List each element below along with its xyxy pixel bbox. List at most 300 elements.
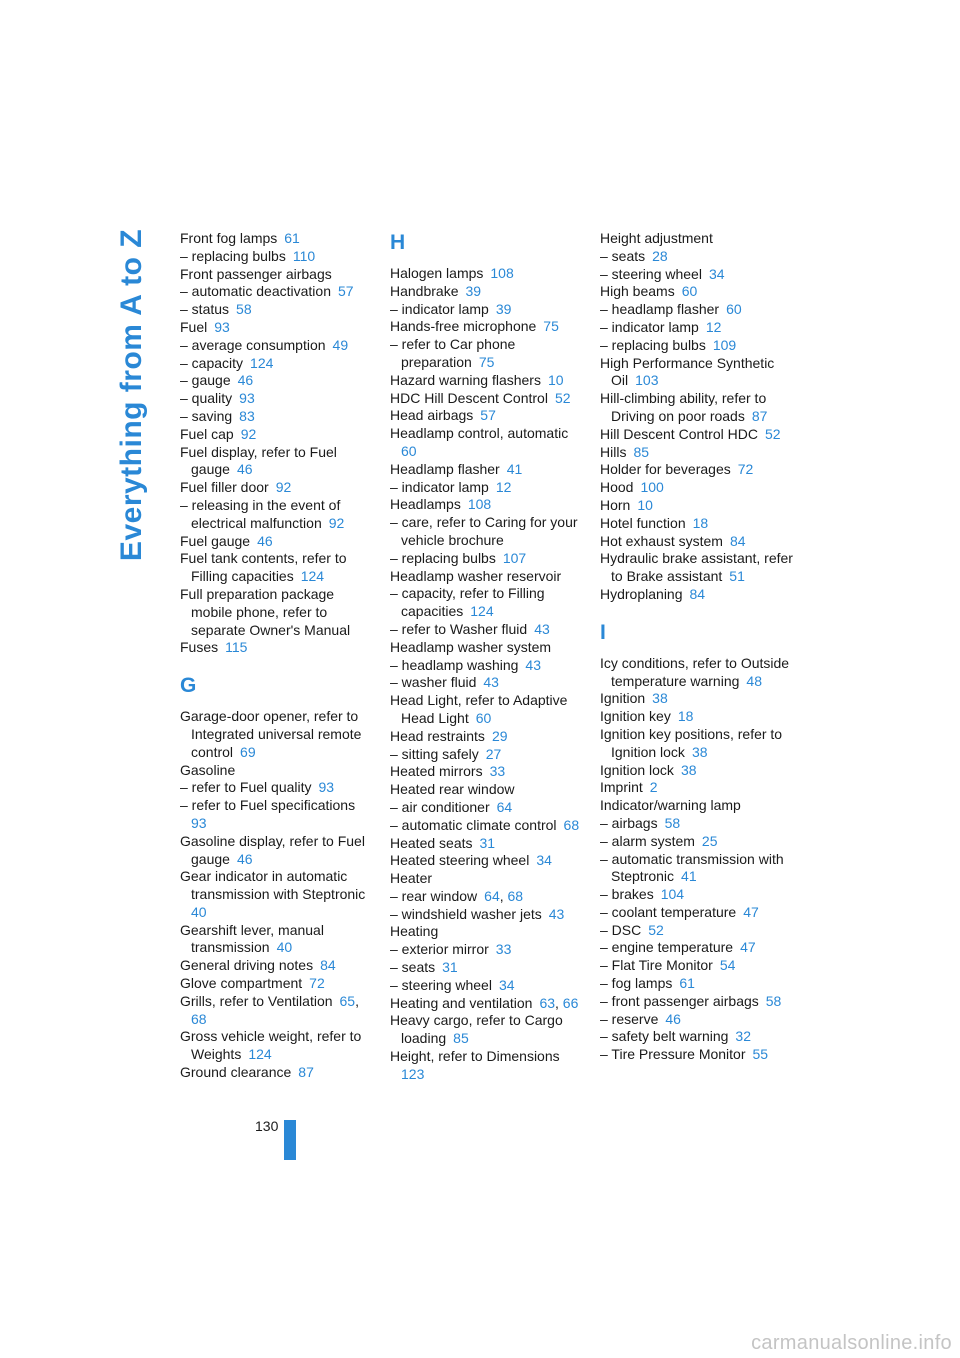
index-entry	[390, 906, 585, 924]
page-reference-link[interactable]: 103	[635, 372, 659, 389]
index-entry-term: HDC Hill Descent Control	[390, 389, 548, 406]
index-entry-term: Horn	[600, 496, 631, 513]
index-entry-term: Ignition	[600, 690, 646, 707]
page-reference-link[interactable]: 48	[746, 672, 762, 689]
index-entry-term: Fuel gauge	[180, 532, 251, 549]
index-entry-term: – brakes	[600, 886, 654, 903]
index-entry	[180, 586, 375, 639]
index-entry-term: – washer fluid	[390, 674, 477, 691]
index-entry	[180, 975, 375, 993]
index-entry	[390, 941, 585, 959]
index-entry	[390, 923, 585, 941]
index-entry-term: – automatic deactivation	[180, 283, 331, 300]
index-entry-term: – gauge	[180, 372, 231, 389]
page-reference-link[interactable]: 75	[478, 353, 495, 370]
index-entry	[180, 708, 375, 761]
page-reference-link[interactable]: 46	[257, 532, 273, 549]
page-reference-link[interactable]: 55	[752, 1046, 769, 1063]
page-reference-link[interactable]: 72	[737, 461, 754, 478]
index-entry	[180, 993, 375, 1029]
page-reference-link[interactable]: 52	[648, 921, 664, 938]
page-reference-link[interactable]: 61	[679, 975, 695, 992]
index-entry-term: Ignition key positions, refer to Ignition lock	[600, 725, 783, 760]
index-entry-term: Heated mirrors	[390, 763, 483, 780]
index-entry	[390, 496, 585, 514]
page-reference-link[interactable]: 12	[495, 478, 512, 495]
index-column-2	[390, 230, 585, 1084]
index-entry-term: Hotel function	[600, 514, 686, 531]
page-reference-link[interactable]: 38	[691, 743, 708, 760]
page-reference-link[interactable]: 28	[652, 247, 668, 264]
page-reference-link[interactable]: 34	[708, 265, 725, 282]
index-entry-term: Fuel	[180, 318, 208, 335]
index-entry-term: Ground clearance	[180, 1064, 292, 1081]
page-reference-link[interactable]: 32	[735, 1028, 751, 1045]
page-reference-link[interactable]: 31	[479, 834, 496, 851]
index-entry-term: Heating and ventilation	[390, 994, 533, 1011]
page-reference-link[interactable]: 92	[240, 425, 257, 442]
page-reference-link[interactable]: 60	[475, 709, 492, 726]
index-entry	[600, 708, 795, 726]
index-entry	[390, 372, 585, 390]
page-reference-link[interactable]: 34	[498, 976, 515, 993]
index-entry-term: Headlamp flasher	[390, 460, 500, 477]
page-reference-link[interactable]: 41	[681, 868, 697, 885]
index-entry-term: Imprint	[600, 779, 643, 796]
index-entry-term: – automatic climate control	[390, 816, 557, 833]
page-reference-link[interactable]: 84	[689, 585, 706, 602]
index-entry-term: – capacity	[180, 354, 244, 371]
page-reference-link[interactable]: 12	[705, 318, 722, 335]
page-reference-link[interactable]: 52	[764, 425, 781, 442]
index-entry	[390, 817, 585, 835]
index-entry-term: Fuses	[180, 639, 219, 656]
page-reference-link[interactable]: 46	[665, 1010, 681, 1027]
index-entry-term: – Tire Pressure Monitor	[600, 1046, 746, 1063]
index-entry-term: – steering wheel	[600, 265, 702, 282]
index-entry-term: – refer to Fuel quality	[180, 779, 312, 796]
page-reference-link[interactable]: 124	[248, 1046, 272, 1063]
index-entry	[600, 726, 795, 762]
index-entry	[600, 479, 795, 497]
page-reference-link[interactable]: 51	[729, 568, 745, 585]
index-entry-term: Hydraulic brake assistant, refer to Brake assistant	[600, 550, 793, 585]
index-entry	[180, 922, 375, 958]
page-reference-link[interactable]: 92	[328, 514, 345, 531]
page-reference-link[interactable]: 58	[236, 301, 252, 318]
index-entry	[600, 957, 795, 975]
index-entry-term: – automatic transmission with Steptronic	[600, 850, 784, 885]
index-entry-term: – exterior mirror	[390, 941, 489, 958]
index-entry	[180, 444, 375, 480]
page-reference-link[interactable]: 63	[539, 994, 556, 1011]
index-entry-term: – windshield washer jets	[390, 905, 542, 922]
index-entry-term: Garage-door opener, refer to Integrated universal remote control	[180, 708, 362, 760]
index-entry-term: Headlamp washer system	[390, 638, 552, 655]
index-entry-term: Heater	[390, 870, 433, 887]
page-marker-bar	[284, 1120, 296, 1160]
watermark: carmanualsonline.info	[751, 1332, 952, 1354]
index-entry	[600, 355, 795, 391]
page-reference-link[interactable]: 68	[191, 1010, 207, 1027]
page-reference-link[interactable]: 72	[309, 975, 325, 992]
index-entry	[600, 319, 795, 337]
page-reference-link[interactable]: 43	[534, 620, 550, 637]
index-entry	[390, 318, 585, 336]
index-entry	[390, 585, 585, 621]
index-entry	[390, 639, 585, 657]
index-entry	[600, 461, 795, 479]
index-entry	[600, 833, 795, 851]
index-entry-term: Headlamp washer reservoir	[390, 567, 562, 584]
index-entry-term: – air conditioner	[390, 798, 490, 815]
index-entry	[180, 957, 375, 975]
page-number: 130	[255, 1118, 279, 1134]
index-entry-term: – saving	[180, 407, 233, 424]
index-entry-term: – steering wheel	[390, 976, 492, 993]
page-reference-link[interactable]: 18	[677, 708, 694, 725]
index-entry	[390, 479, 585, 497]
page-reference-link[interactable]: 38	[680, 761, 697, 778]
index-entry-term: Heated steering wheel	[390, 852, 530, 869]
index-entry-term: General driving notes	[180, 957, 314, 974]
index-entry-term: – replacing bulbs	[390, 549, 496, 566]
index-entry	[180, 779, 375, 797]
index-entry	[180, 266, 375, 284]
index-entry	[180, 426, 375, 444]
page-reference-link[interactable]: 38	[652, 690, 668, 707]
index-entry	[390, 781, 585, 799]
page-reference-link[interactable]: 43	[483, 674, 499, 691]
page-reference-link[interactable]: 93	[191, 814, 207, 831]
page-reference-link[interactable]: 47	[740, 939, 756, 956]
index-entry-term: – seats	[390, 959, 436, 976]
index-entry-term: Glove compartment	[180, 975, 303, 992]
index-entry-term: Gasoline	[180, 761, 236, 778]
index-entry-term: – quality	[180, 390, 233, 407]
index-entry-term: Indicator/warning lamp	[600, 797, 741, 814]
index-entry	[390, 1048, 585, 1084]
index-entry-term: Front fog lamps	[180, 230, 278, 246]
page-reference-link[interactable]: 47	[743, 903, 759, 920]
page-reference-link[interactable]: 49	[332, 336, 349, 353]
index-entry	[390, 692, 585, 728]
index-entry-term: Full preparation package mobile phone, refer to separate Owner's Manual	[180, 585, 351, 638]
page-ref-separator: ,	[499, 887, 508, 904]
index-entry	[600, 922, 795, 940]
page-reference-link[interactable]: 123	[401, 1065, 425, 1082]
index-entry-term: Height adjustment	[600, 230, 713, 246]
index-entry-term: Gross vehicle weight, refer to Weights	[180, 1028, 362, 1063]
page-reference-link[interactable]: 100	[640, 479, 664, 496]
index-entry	[390, 390, 585, 408]
index-entry	[390, 336, 585, 372]
page-reference-link[interactable]: 43	[548, 905, 565, 922]
index-entry	[600, 426, 795, 444]
index-entry	[600, 815, 795, 833]
index-entry	[600, 301, 795, 319]
index-entry	[390, 835, 585, 853]
page-reference-link[interactable]: 85	[453, 1030, 469, 1047]
page-reference-link[interactable]: 29	[491, 727, 508, 744]
index-entry	[180, 319, 375, 337]
index-entry	[600, 497, 795, 515]
index-entry-term: Hydroplaning	[600, 585, 683, 602]
page-reference-link[interactable]: 92	[275, 479, 292, 496]
index-entry-term: Headlamps	[390, 496, 461, 513]
index-entry	[390, 407, 585, 425]
index-entry-term: Hood	[600, 479, 634, 496]
index-entry-term: Fuel cap	[180, 425, 234, 442]
page-reference-link[interactable]: 10	[547, 371, 564, 388]
index-entry-term: – releasing in the event of electrical malfunction	[180, 496, 341, 531]
index-entry-term: Heated seats	[390, 834, 473, 851]
page-ref-separator: ,	[355, 992, 359, 1009]
index-entry	[390, 568, 585, 586]
index-entry-term: Icy conditions, refer to Outside temperature warning	[600, 654, 790, 689]
index-entry	[390, 888, 585, 906]
index-entry	[390, 265, 585, 283]
index-entry-term: Heated rear window	[390, 781, 515, 798]
page-reference-link[interactable]: 87	[751, 407, 768, 424]
index-entry	[180, 1028, 375, 1064]
index-entry-term: – front passenger airbags	[600, 992, 759, 1009]
index-entry	[180, 479, 375, 497]
page-reference-link[interactable]: 2	[649, 779, 658, 796]
index-entry	[180, 797, 375, 833]
page-reference-link[interactable]: 52	[554, 389, 571, 406]
page-reference-link[interactable]: 60	[681, 283, 698, 300]
page-reference-link[interactable]: 69	[240, 743, 256, 760]
index-entry-term: High Performance Synthetic Oil	[600, 354, 775, 389]
page-reference-link[interactable]: 46	[236, 850, 253, 867]
page-reference-link[interactable]: 65	[339, 992, 356, 1009]
page-reference-link[interactable]: 85	[633, 443, 650, 460]
index-entry-term: Heating	[390, 923, 439, 940]
page-reference-link[interactable]: 93	[318, 779, 335, 796]
page-reference-link[interactable]: 33	[495, 941, 512, 958]
index-entry	[390, 852, 585, 870]
index-entry-term: – indicator lamp	[600, 318, 699, 335]
index-entry-term: Heavy cargo, refer to Cargo loading	[390, 1012, 563, 1047]
index-entry	[600, 390, 795, 426]
page-reference-link[interactable]: 60	[401, 442, 417, 459]
index-entry	[600, 797, 795, 815]
index-entry	[600, 993, 795, 1011]
page-reference-link[interactable]: 108	[490, 265, 514, 281]
page-reference-link[interactable]: 57	[337, 283, 354, 300]
page-reference-link[interactable]: 124	[470, 603, 494, 620]
index-entry	[600, 283, 795, 301]
index-entry-term: – status	[180, 301, 230, 318]
index-entry	[390, 959, 585, 977]
page-reference-link[interactable]: 66	[562, 994, 579, 1011]
page-reference-link[interactable]: 83	[239, 407, 255, 424]
page-reference-link[interactable]: 41	[506, 460, 523, 477]
index-entry-term: Height, refer to Dimensions	[390, 1048, 560, 1065]
index-entry	[600, 690, 795, 708]
index-entry-term: – alarm system	[600, 832, 695, 849]
page-reference-link[interactable]: 109	[712, 336, 737, 353]
index-entry	[600, 248, 795, 266]
index-entry-term: – average consumption	[180, 336, 326, 353]
index-entry-term: Gear indicator in automatic transmission with Steptronic	[180, 868, 366, 903]
index-entry-term: Hot exhaust system	[600, 532, 723, 549]
index-entry-term: – indicator lamp	[390, 300, 489, 317]
index-entry-term: Hazard warning flashers	[390, 371, 541, 388]
index-entry-term: – DSC	[600, 921, 642, 938]
index-entry	[390, 763, 585, 781]
index-entry-term: – capacity, refer to Filling capacities	[390, 585, 545, 620]
index-entry	[600, 586, 795, 604]
page-reference-link[interactable]: 43	[525, 656, 541, 673]
index-entry	[600, 1046, 795, 1064]
index-entry	[180, 390, 375, 408]
index-entry-term: Grills, refer to Ventilation	[180, 992, 333, 1009]
page-reference-link[interactable]: 31	[442, 959, 458, 976]
index-entry-term: – rear window	[390, 887, 478, 904]
index-entry	[600, 975, 795, 993]
page-reference-link[interactable]: 64	[484, 887, 500, 904]
page-ref-separator: ,	[555, 994, 563, 1011]
index-entry	[600, 266, 795, 284]
index-entry-term: – headlamp washing	[390, 656, 519, 673]
index-entry	[390, 728, 585, 746]
section-side-title	[112, 230, 152, 560]
index-entry	[390, 514, 585, 550]
index-entry-term: Gasoline display, refer to Fuel gauge	[180, 832, 365, 867]
index-entry	[180, 230, 375, 248]
index-entry-term: – Flat Tire Monitor	[600, 957, 713, 974]
index-entry	[600, 904, 795, 922]
index-entry	[390, 1012, 585, 1048]
page-reference-link[interactable]: 115	[225, 639, 248, 656]
page-reference-link[interactable]: 84	[320, 957, 336, 974]
index-entry-term: – sitting safely	[390, 745, 479, 762]
index-entry	[390, 674, 585, 692]
index-entry	[390, 799, 585, 817]
index-entry	[600, 779, 795, 797]
index-entry-term: – refer to Washer fluid	[390, 620, 528, 637]
page-reference-link[interactable]: 54	[719, 957, 736, 974]
index-entry-term: Handbrake	[390, 282, 459, 299]
page-reference-link[interactable]: 68	[507, 887, 524, 904]
index-entry-term: – fog lamps	[600, 975, 673, 992]
page-reference-link[interactable]: 108	[467, 496, 492, 513]
page-reference-link[interactable]: 61	[284, 230, 300, 246]
index-entry-term: Ignition lock	[600, 761, 674, 778]
page-reference-link[interactable]: 39	[465, 282, 482, 299]
index-entry-term: High beams	[600, 283, 675, 300]
index-entry	[180, 337, 375, 355]
page-reference-link[interactable]: 46	[237, 372, 254, 389]
index-entry-term: – replacing bulbs	[600, 336, 706, 353]
page-reference-link[interactable]: 40	[276, 939, 293, 956]
page-reference-link[interactable]: 87	[298, 1064, 314, 1081]
index-entry-term: Head airbags	[390, 407, 474, 424]
index-entry-term: Fuel tank contents, refer to Filling capacities	[180, 550, 347, 585]
index-letter-heading: I	[600, 620, 606, 644]
index-entry-term: Hill-climbing ability, refer to Driving on poor roads	[600, 390, 767, 424]
index-entry	[180, 550, 375, 586]
index-entry-term: Halogen lamps	[390, 265, 484, 281]
index-entry-term: – seats	[600, 247, 646, 264]
page-reference-link[interactable]: 60	[726, 301, 742, 318]
index-letter-heading: G	[180, 674, 197, 698]
index-entry	[600, 655, 795, 691]
index-entry-term: Hills	[600, 443, 627, 460]
page-reference-link[interactable]: 57	[480, 407, 496, 424]
page-reference-link[interactable]: 39	[495, 300, 512, 317]
index-entry	[390, 461, 585, 479]
page-reference-link[interactable]: 93	[239, 390, 255, 407]
page-reference-link[interactable]: 27	[485, 745, 502, 762]
index-entry-term: – headlamp flasher	[600, 301, 720, 318]
index-entry	[390, 870, 585, 888]
page-reference-link[interactable]: 124	[250, 354, 274, 371]
index-entry-term: – indicator lamp	[390, 478, 489, 495]
index-entry	[180, 372, 375, 390]
page-reference-link[interactable]: 40	[191, 903, 207, 920]
page-reference-link[interactable]: 124	[300, 568, 325, 585]
index-entry-term: Headlamp control, automatic	[390, 425, 569, 442]
page-reference-link[interactable]: 25	[701, 832, 718, 849]
index-entry	[390, 746, 585, 764]
index-entry	[600, 444, 795, 462]
page-reference-link[interactable]: 58	[765, 992, 782, 1009]
index-entry	[390, 657, 585, 675]
index-entry	[600, 762, 795, 780]
side-title-text: Everything from A to Z	[115, 228, 148, 562]
index-entry	[180, 408, 375, 426]
index-entry-term: Ignition key	[600, 708, 671, 725]
index-entry	[180, 301, 375, 319]
index-entry	[390, 283, 585, 301]
index-entry-term: – reserve	[600, 1010, 659, 1027]
index-entry-term: – replacing bulbs	[180, 247, 286, 264]
index-letter-heading: H	[390, 231, 406, 254]
index-entry	[180, 639, 375, 657]
index-entry	[600, 939, 795, 957]
page-reference-link[interactable]: 18	[692, 514, 709, 531]
page-reference-link[interactable]: 34	[536, 852, 552, 869]
page-reference-link[interactable]: 93	[214, 318, 230, 335]
index-entry	[180, 497, 375, 533]
page-reference-link[interactable]: 107	[502, 549, 527, 566]
index-entry-term: – care, refer to Caring for your vehicle brochure	[390, 514, 578, 548]
index-entry	[600, 337, 795, 355]
page-reference-link[interactable]: 68	[563, 816, 580, 833]
page-reference-link[interactable]: 64	[496, 798, 513, 815]
index-entry	[180, 833, 375, 869]
page-reference-link[interactable]: 75	[543, 318, 559, 335]
index-entry	[600, 533, 795, 551]
index-entry-term: – engine temperature	[600, 939, 734, 956]
index-entry	[600, 230, 795, 248]
index-entry-term: Gearshift lever, manual transmission	[180, 921, 324, 956]
page-reference-link[interactable]: 84	[729, 532, 746, 549]
index-entry	[600, 515, 795, 533]
page-reference-link[interactable]: 58	[664, 814, 681, 831]
page-reference-link[interactable]: 10	[637, 496, 653, 513]
page-reference-link[interactable]: 104	[660, 886, 685, 903]
index-entry	[180, 533, 375, 551]
page-reference-link[interactable]: 46	[236, 461, 253, 478]
page-reference-link[interactable]: 110	[292, 247, 316, 264]
index-entry-term: – airbags	[600, 814, 658, 831]
index-entry-term: – safety belt warning	[600, 1028, 729, 1045]
page-reference-link[interactable]: 33	[489, 763, 506, 780]
